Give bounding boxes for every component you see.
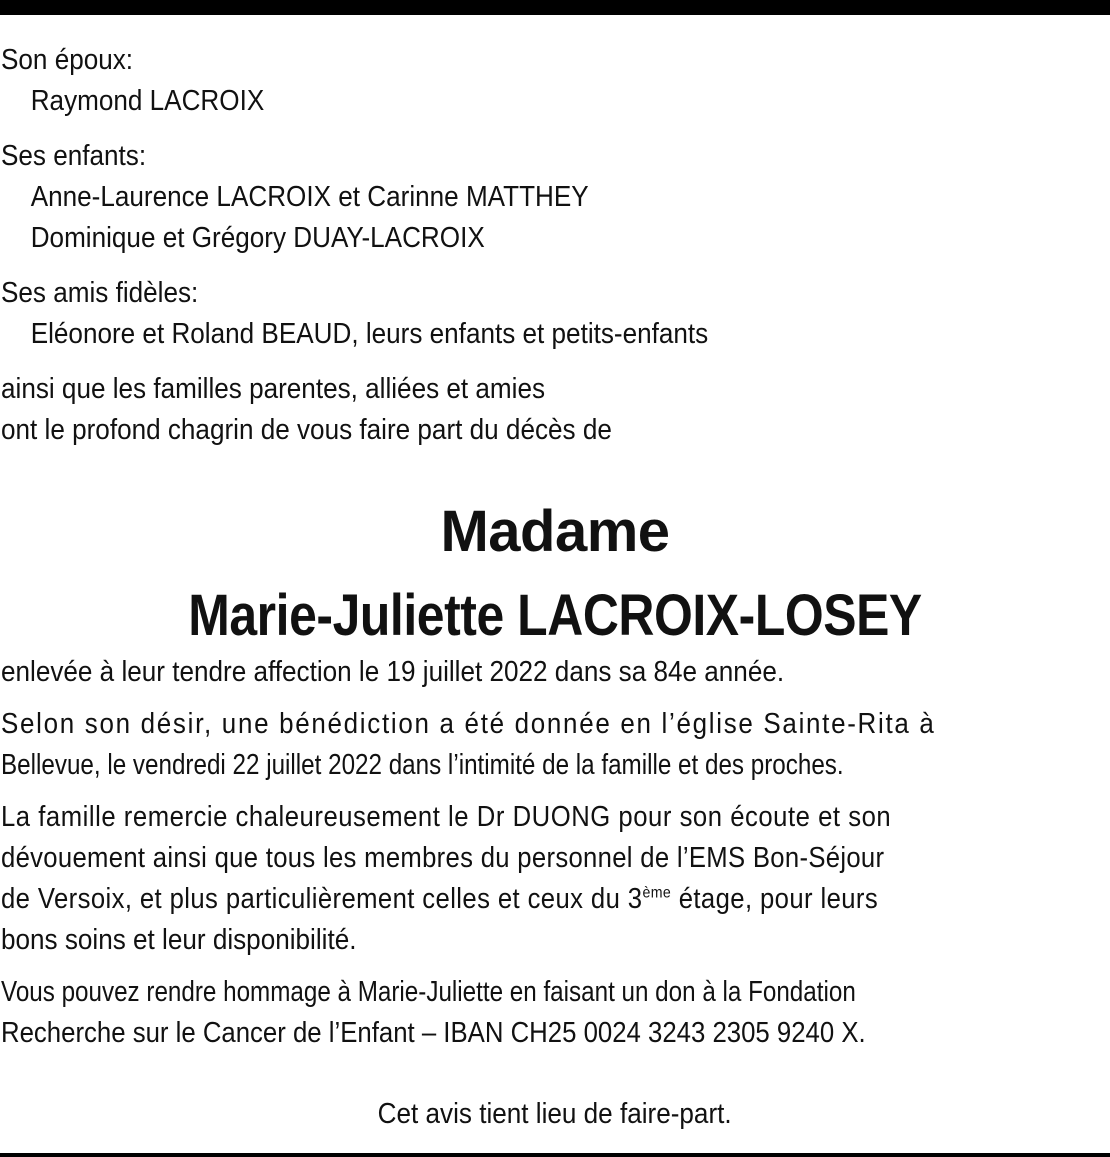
death-paragraph — [1, 652, 1108, 693]
thanks-line-2: dévouement ainsi que tous les membres du personnel de l’EMS Bon-Séjour — [1, 842, 885, 874]
closing-line — [0, 1094, 1110, 1135]
ceremony-paragraph — [1, 704, 1108, 786]
friends-group — [1, 273, 996, 355]
spouse-group — [1, 40, 996, 122]
thanks-line-3 — [1, 879, 878, 920]
bottom-rule — [0, 1153, 1110, 1157]
families-line: ainsi que les familles parentes, alliées et amies — [1, 373, 546, 405]
closing-text: Cet avis tient lieu de faire-part. — [378, 1098, 732, 1130]
child-name: Anne-Laurence LACROIX et Carinne MATTHEY — [30, 181, 589, 213]
thanks-line-3-end: étage, pour leurs — [671, 883, 879, 915]
family-list — [1, 40, 996, 451]
death-line: enlevée à leur tendre affection le 19 juillet 2022 dans sa 84e année. — [1, 656, 785, 688]
deceased-name-block — [0, 490, 1110, 658]
spouse-heading: Son époux: — [1, 44, 134, 76]
spouse-name: Raymond LACROIX — [30, 85, 265, 117]
thanks-line-3-start: de Versoix, et plus particulièrement celles et ceux du 3 — [1, 883, 643, 915]
children-heading: Ses enfants: — [1, 140, 147, 172]
friends-heading: Ses amis fidèles: — [1, 277, 199, 309]
child-name: Dominique et Grégory DUAY-LACROIX — [30, 222, 485, 254]
thanks-paragraph — [1, 797, 1108, 961]
announcement-line: ont le profond chagrin de vous faire part du décès de — [1, 414, 612, 446]
top-rule — [0, 0, 1110, 15]
children-group — [1, 136, 996, 259]
donation-paragraph — [1, 972, 1108, 1054]
ceremony-line-2: Bellevue, le vendredi 22 juillet 2022 dans l’intimité de la famille et des proches. — [1, 749, 844, 781]
thanks-line-4: bons soins et leur disponibilité. — [1, 924, 357, 956]
notice-body — [1, 652, 1108, 1065]
donation-line-2: Recherche sur le Cancer de l’Enfant – IBAN CH25 0024 3243 2305 9240 X. — [1, 1017, 866, 1049]
thanks-line-1: La famille remercie chaleureusement le Dr DUONG pour son écoute et son — [1, 801, 892, 833]
ordinal-suffix: ème — [642, 884, 672, 902]
deceased-name: Marie-Juliette LACROIX-LOSEY — [188, 583, 922, 648]
deceased-title: Madame — [440, 499, 670, 564]
friends-names: Eléonore et Roland BEAUD, leurs enfants et petits-enfants — [30, 318, 709, 350]
ceremony-line-1: Selon son désir, une bénédiction a été donnée en l’église Sainte-Rita à — [1, 708, 936, 740]
donation-line-1: Vous pouvez rendre hommage à Marie-Juliette en faisant un don à la Fondation — [1, 976, 856, 1008]
